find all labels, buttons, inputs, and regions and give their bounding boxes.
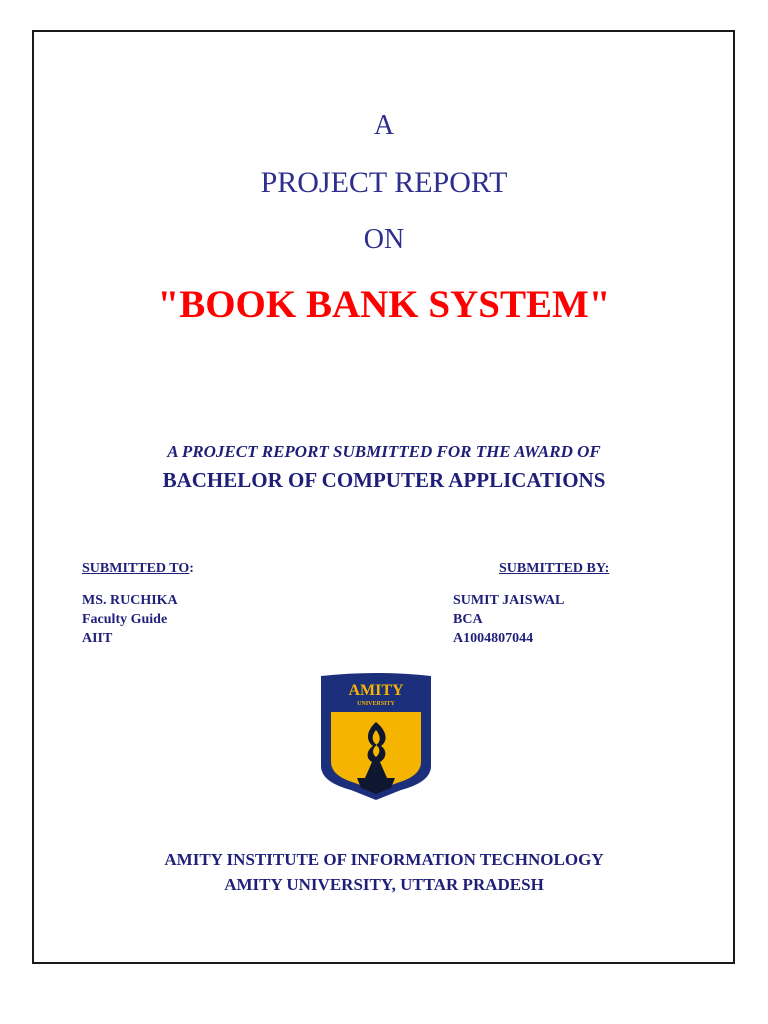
student-course: BCA	[453, 612, 483, 627]
student-name: SUMIT JAISWAL	[453, 593, 565, 608]
degree-name: BACHELOR OF COMPUTER APPLICATIONS	[162, 468, 606, 492]
university-name: AMITY UNIVERSITY, UTTAR PRADESH	[224, 875, 544, 894]
cover-line-a: A	[373, 110, 395, 141]
svg-text:AMITY: AMITY	[348, 682, 404, 699]
submitted-by-heading: SUBMITTED BY:	[499, 561, 610, 576]
submitted-to-block	[82, 559, 194, 648]
cover-line-project-report: PROJECT REPORT	[260, 166, 508, 199]
cover-line-on: ON	[363, 224, 405, 255]
submitted-by-block	[453, 559, 609, 648]
amity-university-crest-icon	[317, 670, 435, 802]
svg-text:UNIVERSITY: UNIVERSITY	[357, 701, 395, 707]
institute-name: AMITY INSTITUTE OF INFORMATION TECHNOLOGY	[164, 850, 604, 869]
guide-name: MS. RUCHIKA	[82, 593, 178, 608]
student-enrollment: A1004807044	[453, 631, 534, 646]
award-statement: A PROJECT REPORT SUBMITTED FOR THE AWARD OF	[167, 442, 601, 461]
project-title: "BOOK BANK SYSTEM"	[157, 283, 611, 326]
guide-role: Faculty Guide	[82, 612, 168, 627]
guide-institute: AIIT	[82, 631, 113, 646]
submitted-to-heading: SUBMITTED TO:	[82, 561, 194, 576]
